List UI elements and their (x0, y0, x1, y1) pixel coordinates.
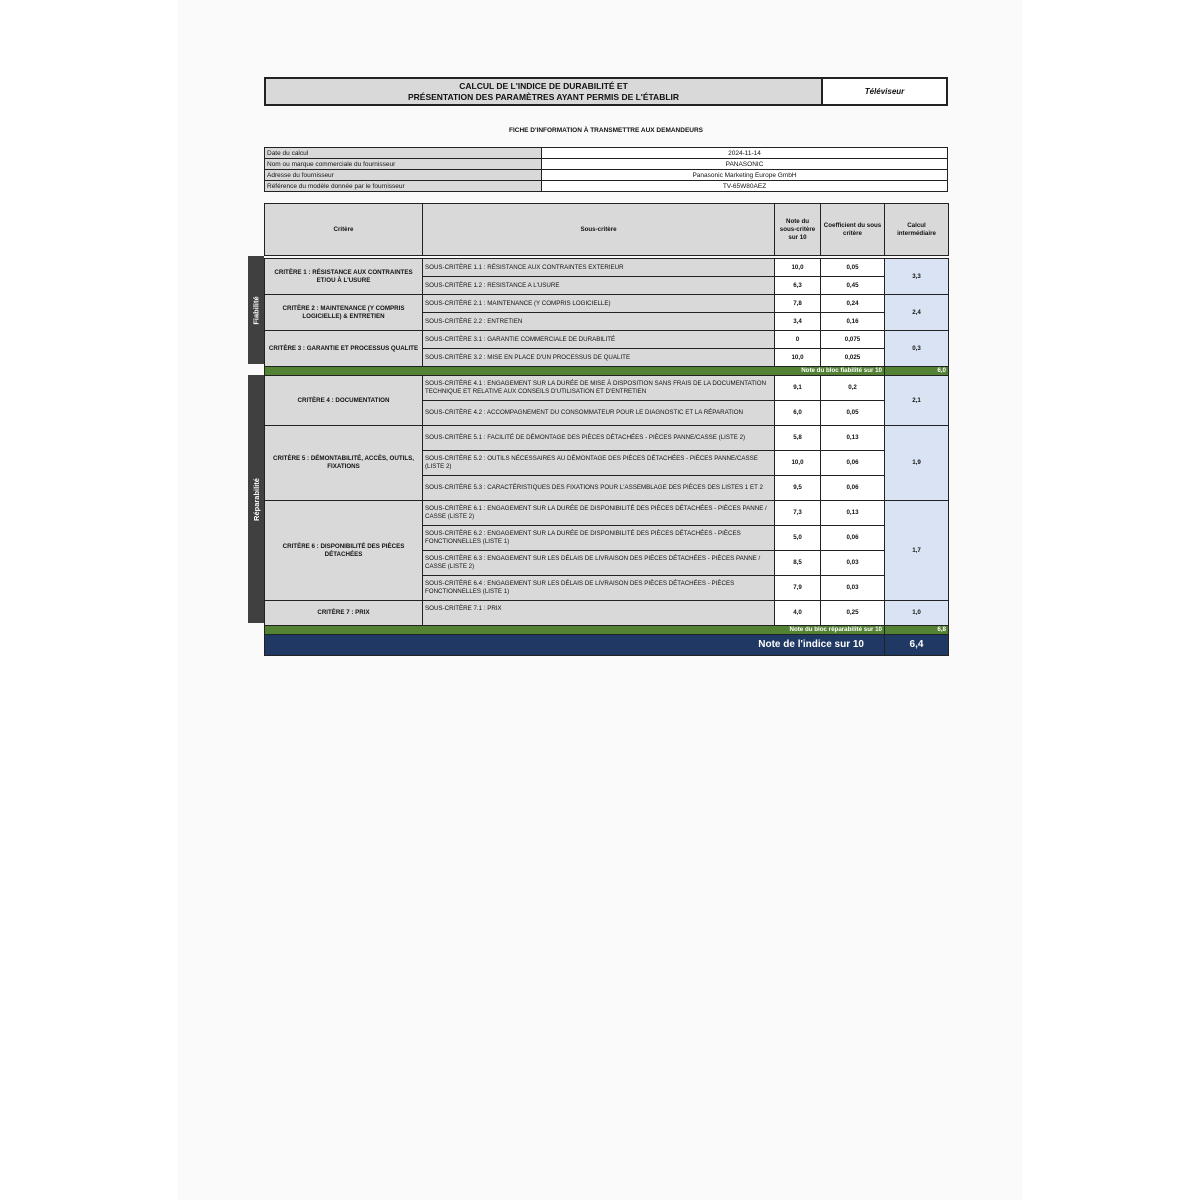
subcriterion-label: SOUS-CRITÈRE 6.3 : ENGAGEMENT SUR LES DÉLAIS DE LIVRAISON DES PIÈCES DÉTACHÉES - PIÈCES PANNE / CASSE (LISTE 2) (423, 551, 775, 576)
subcriterion-note: 7,8 (775, 295, 821, 313)
criterion-name: CRITÈRE 7 : PRIX (265, 601, 423, 626)
block-label-reparabilite-text: Réparabilité (251, 477, 261, 521)
subcriterion-note: 10,0 (775, 349, 821, 367)
subcriterion-note: 6,3 (775, 277, 821, 295)
info-value: TV-65W80AEZ (542, 181, 948, 192)
block-label-fiabilite (248, 256, 264, 364)
fiabilite-total-label: Note du bloc fiabilité sur 10 (265, 367, 885, 376)
info-label: Date du calcul (265, 148, 542, 159)
subcriterion-label: SOUS-CRITÈRE 1.2 : RESISTANCE A L'USURE (423, 277, 775, 295)
table-row (265, 295, 949, 313)
subcriterion-coef: 0,06 (821, 526, 885, 551)
subcriterion-coef: 0,06 (821, 451, 885, 476)
table-row (265, 331, 949, 349)
criterion-name: CRITÈRE 3 : GARANTIE ET PROCESSUS QUALITE (265, 331, 423, 367)
subcriterion-coef: 0,03 (821, 576, 885, 601)
info-label: Nom ou marque commerciale du fournisseur (265, 159, 542, 170)
subcriterion-label: SOUS-CRITÈRE 5.1 : FACILITÉ DE DÉMONTAGE DES PIÈCES DÉTACHÉES - PIÈCES PANNE/CASSE (LISTE 2) (423, 426, 775, 451)
indice-total-label: Note de l'indice sur 10 (265, 635, 885, 656)
subcriterion-coef: 0,25 (821, 601, 885, 626)
table-header-row (265, 204, 949, 256)
criterion-calc: 2,4 (885, 295, 949, 331)
reparabilite-total-row (265, 626, 949, 635)
criterion-name: CRITÈRE 4 : DOCUMENTATION (265, 376, 423, 426)
subcriterion-coef: 0,03 (821, 551, 885, 576)
reparabilite-total-value: 6,8 (885, 626, 949, 635)
criterion-name: CRITÈRE 2 : MAINTENANCE (Y COMPRIS LOGICIELLE) & ENTRETIEN (265, 295, 423, 331)
subcriterion-note: 3,4 (775, 313, 821, 331)
criterion-calc: 1,9 (885, 426, 949, 501)
subcriterion-coef: 0,05 (821, 401, 885, 426)
col-header-note: Note du sous-critère sur 10 (775, 204, 821, 256)
info-value: Panasonic Marketing Europe GmbH (542, 170, 948, 181)
info-table (264, 147, 948, 192)
block-label-reparabilite (248, 375, 264, 623)
subcriterion-coef: 0,075 (821, 331, 885, 349)
subcriterion-note: 7,9 (775, 576, 821, 601)
table-row (265, 376, 949, 401)
info-label: Référence du modèle donnée par le fournisseur (265, 181, 542, 192)
col-header-calcul: Calcul intermédiaire (885, 204, 949, 256)
criterion-calc: 2,1 (885, 376, 949, 426)
table-row (265, 601, 949, 626)
subcriterion-note: 5,0 (775, 526, 821, 551)
subcriterion-label: SOUS-CRITÈRE 6.2 : ENGAGEMENT SUR LA DURÉE DE DISPONIBILITÉ DES PIÈCES DÉTACHÉES - PIÈCES FONCTIONNELLES (LISTE 1) (423, 526, 775, 551)
subcriterion-label: SOUS-CRITÈRE 3.1 : GARANTIE COMMERCIALE DE DURABILITÉ (423, 331, 775, 349)
table-row (265, 501, 949, 526)
subcriterion-label: SOUS-CRITÈRE 2.1 : MAINTENANCE (Y COMPRIS LOGICIELLE) (423, 295, 775, 313)
subcriterion-label: SOUS-CRITÈRE 4.1 : ENGAGEMENT SUR LA DURÉE DE MISE À DISPOSITION SANS FRAIS DE LA DOCUMENTATION TECHNIQUE ET RELATIVE AUX CONSEILS D'UTILISATION ET D'ENTRETIEN (423, 376, 775, 401)
table-row (265, 426, 949, 451)
subcriterion-note: 10,0 (775, 451, 821, 476)
subcriterion-coef: 0,24 (821, 295, 885, 313)
info-row (265, 170, 948, 181)
criterion-calc: 0,3 (885, 331, 949, 367)
subcriterion-label: SOUS-CRITÈRE 5.2 : OUTILS NÉCESSAIRES AU DÉMONTAGE DES PIÈCES DÉTACHÉES - PIÈCES PANNE/CASSE (LISTE 2) (423, 451, 775, 476)
subcriterion-label: SOUS-CRITÈRE 7.1 : PRIX (423, 601, 775, 626)
subcriterion-note: 5,8 (775, 426, 821, 451)
indice-total-row (265, 635, 949, 656)
document-header (264, 77, 948, 106)
subcriterion-coef: 0,2 (821, 376, 885, 401)
subcriterion-label: SOUS-CRITÈRE 2.2 : ENTRETIEN (423, 313, 775, 331)
subcriterion-note: 9,1 (775, 376, 821, 401)
info-value: PANASONIC (542, 159, 948, 170)
info-label: Adresse du fournisseur (265, 170, 542, 181)
subcriterion-coef: 0,16 (821, 313, 885, 331)
col-header-sous-critere: Sous-critère (423, 204, 775, 256)
subcriterion-coef: 0,05 (821, 259, 885, 277)
criteria-table (264, 203, 949, 656)
subcriterion-label: SOUS-CRITÈRE 6.4 : ENGAGEMENT SUR LES DÉLAIS DE LIVRAISON DES PIÈCES DÉTACHÉES - PIÈCES FONCTIONNELLES (LISTE 1) (423, 576, 775, 601)
subcriterion-label: SOUS-CRITÈRE 6.1 : ENGAGEMENT SUR LA DURÉE DE DISPONIBILITÉ DES PIÈCES DÉTACHÉES - PIÈCES PANNE / CASSE (LISTE 2) (423, 501, 775, 526)
criterion-calc: 3,3 (885, 259, 949, 295)
subcriterion-coef: 0,13 (821, 501, 885, 526)
title-line-1: CALCUL DE L'INDICE DE DURABILITÉ ET (459, 80, 628, 91)
document-title (266, 79, 823, 104)
reparabilite-total-label: Note du bloc réparabilité sur 10 (265, 626, 885, 635)
fiabilite-total-row (265, 367, 949, 376)
subcriterion-label: SOUS-CRITÈRE 1.1 : RÉSISTANCE AUX CONTRAINTES EXTERIEUR (423, 259, 775, 277)
col-header-coef: Coefficient du sous critère (821, 204, 885, 256)
product-type: Téléviseur (823, 79, 946, 104)
criterion-name: CRITÈRE 1 : RÉSISTANCE AUX CONTRAINTES ET/OU À L'USURE (265, 259, 423, 295)
subcriterion-note: 9,5 (775, 476, 821, 501)
criterion-name: CRITÈRE 5 : DÉMONTABILITÉ, ACCÈS, OUTILS, FIXATIONS (265, 426, 423, 501)
table-row (265, 259, 949, 277)
subcriterion-note: 8,5 (775, 551, 821, 576)
criterion-calc: 1,0 (885, 601, 949, 626)
subcriterion-coef: 0,45 (821, 277, 885, 295)
indice-total-value: 6,4 (885, 635, 949, 656)
subcriterion-note: 6,0 (775, 401, 821, 426)
info-value: 2024-11-14 (542, 148, 948, 159)
title-line-2: PRÉSENTATION DES PARAMÈTRES AYANT PERMIS DE L'ÉTABLIR (407, 91, 680, 102)
subcriterion-label: SOUS-CRITÈRE 5.3 : CARACTÉRISTIQUES DES FIXATIONS POUR L'ASSEMBLAGE DES PIÈCES DES LISTES 1 ET 2 (423, 476, 775, 501)
col-header-critere: Critère (265, 204, 423, 256)
info-row (265, 148, 948, 159)
subcriterion-label: SOUS-CRITÈRE 3.2 : MISE EN PLACE D'UN PROCESSUS DE QUALITE (423, 349, 775, 367)
subcriterion-coef: 0,025 (821, 349, 885, 367)
info-row (265, 181, 948, 192)
criterion-calc: 1,7 (885, 501, 949, 601)
info-row (265, 159, 948, 170)
subcriterion-note: 4,0 (775, 601, 821, 626)
subcriterion-coef: 0,06 (821, 476, 885, 501)
criterion-name: CRITÈRE 6 : DISPONIBILITÉ DES PIÈCES DÉTACHÉES (265, 501, 423, 601)
subcriterion-label: SOUS-CRITÈRE 4.2 : ACCOMPAGNEMENT DU CONSOMMATEUR POUR LE DIAGNOSTIC ET LA RÉPARATION (423, 401, 775, 426)
subcriterion-note: 10,0 (775, 259, 821, 277)
subcriterion-note: 7,3 (775, 501, 821, 526)
fiche-title: FICHE D'INFORMATION À TRANSMETTRE AUX DEMANDEURS (508, 127, 703, 134)
subcriterion-coef: 0,13 (821, 426, 885, 451)
subcriterion-note: 0 (775, 331, 821, 349)
fiabilite-total-value: 6,0 (885, 367, 949, 376)
block-label-fiabilite-text: Fiabilité (251, 295, 261, 325)
